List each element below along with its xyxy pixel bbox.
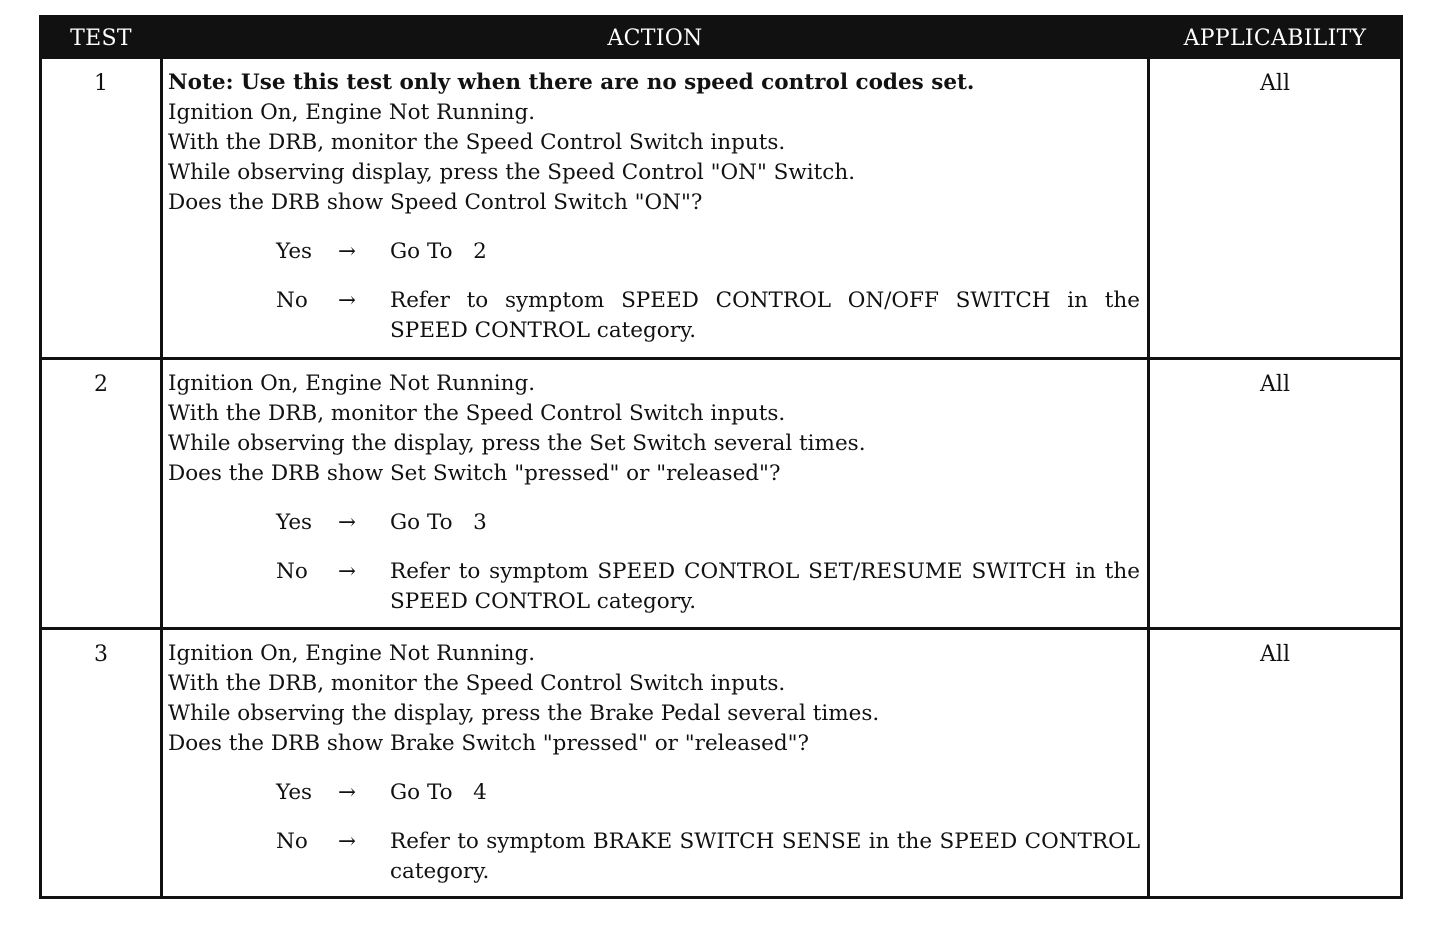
yes-result: Go To 2 bbox=[390, 239, 487, 264]
action-line: While observing display, press the Speed Control "ON" Switch. bbox=[168, 160, 856, 185]
column-divider-applicability bbox=[1147, 18, 1150, 896]
applicability-cell: All bbox=[1260, 372, 1290, 397]
no-result: Refer to symptom SPEED CONTROL SET/RESUME SWITCH in the SPEED CONTROL category. bbox=[390, 559, 1140, 614]
action-line: While observing the display, press the Brake Pedal several times. bbox=[168, 701, 880, 726]
yes-branch bbox=[168, 508, 1146, 538]
note-text: Note: Use this test only when there are no speed control codes set. bbox=[168, 70, 975, 95]
no-branch bbox=[168, 827, 1146, 887]
right-arrow-icon: → bbox=[338, 559, 357, 584]
action-line: Does the DRB show Set Switch "pressed" or "released"? bbox=[168, 461, 781, 486]
table-header bbox=[42, 18, 1400, 59]
action-line: Does the DRB show Brake Switch "pressed" or "released"? bbox=[168, 731, 810, 756]
no-label: No bbox=[276, 288, 308, 313]
yes-result: Go To 4 bbox=[390, 780, 487, 805]
diagnostic-test-table bbox=[39, 15, 1403, 899]
yes-label: Yes bbox=[276, 780, 313, 805]
no-label: No bbox=[276, 829, 308, 854]
no-branch bbox=[168, 557, 1146, 617]
row-divider bbox=[42, 357, 1400, 360]
right-arrow-icon: → bbox=[338, 288, 357, 313]
no-label: No bbox=[276, 559, 308, 584]
yes-result: Go To 3 bbox=[390, 510, 487, 535]
test-number: 1 bbox=[94, 71, 108, 96]
action-cell bbox=[168, 369, 1146, 617]
right-arrow-icon: → bbox=[338, 510, 357, 535]
action-cell bbox=[168, 68, 1146, 346]
right-arrow-icon: → bbox=[338, 239, 357, 264]
action-line: With the DRB, monitor the Speed Control Switch inputs. bbox=[168, 130, 786, 155]
header-applicability: APPLICABILITY bbox=[1183, 26, 1367, 51]
action-cell bbox=[168, 639, 1146, 887]
action-line: Does the DRB show Speed Control Switch "ON"? bbox=[168, 190, 703, 215]
right-arrow-icon: → bbox=[338, 780, 357, 805]
row-divider bbox=[42, 627, 1400, 630]
header-test: TEST bbox=[70, 26, 132, 51]
header-action: ACTION bbox=[607, 26, 703, 51]
yes-label: Yes bbox=[276, 510, 313, 535]
no-result: Refer to symptom SPEED CONTROL ON/OFF SWITCH in the SPEED CONTROL category. bbox=[390, 288, 1140, 343]
column-divider-test bbox=[160, 18, 163, 896]
yes-branch bbox=[168, 237, 1146, 267]
applicability-cell: All bbox=[1260, 71, 1290, 96]
test-number: 3 bbox=[94, 642, 108, 667]
action-line: With the DRB, monitor the Speed Control Switch inputs. bbox=[168, 401, 786, 426]
yes-branch bbox=[168, 778, 1146, 808]
action-line: Ignition On, Engine Not Running. bbox=[168, 100, 536, 125]
action-line: While observing the display, press the Set Switch several times. bbox=[168, 431, 866, 456]
no-branch bbox=[168, 286, 1146, 346]
action-line: Ignition On, Engine Not Running. bbox=[168, 641, 536, 666]
yes-label: Yes bbox=[276, 239, 313, 264]
no-result: Refer to symptom BRAKE SWITCH SENSE in the SPEED CONTROL category. bbox=[390, 829, 1140, 884]
right-arrow-icon: → bbox=[338, 829, 357, 854]
action-line: Ignition On, Engine Not Running. bbox=[168, 371, 536, 396]
applicability-cell: All bbox=[1260, 642, 1290, 667]
action-line: With the DRB, monitor the Speed Control Switch inputs. bbox=[168, 671, 786, 696]
test-number: 2 bbox=[94, 372, 108, 397]
